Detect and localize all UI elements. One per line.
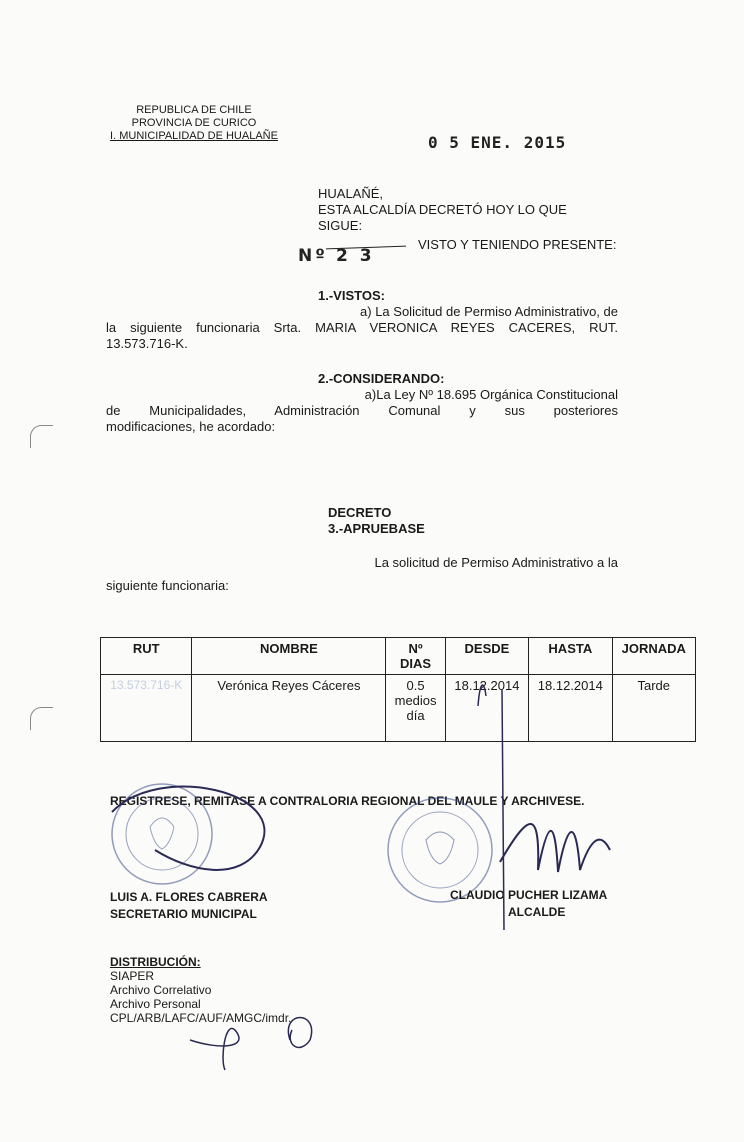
decreto-heading: DECRETO <box>328 505 392 520</box>
intro-block <box>318 186 618 234</box>
initials-scribble <box>180 1000 340 1080</box>
permit-table <box>100 637 696 742</box>
header-jornada: JORNADA <box>612 638 695 675</box>
header-hasta: HASTA <box>529 638 612 675</box>
decreto-text-1: La solicitud de Permiso Administrativo a la <box>374 555 618 570</box>
table-header-row <box>101 638 696 675</box>
letterhead-country: REPUBLICA DE CHILE <box>136 104 252 116</box>
intro-decree-line: ESTA ALCALDÍA DECRETÓ HOY LO QUE <box>318 202 567 217</box>
hole-punch-mark <box>30 707 53 730</box>
considerando-heading: 2.-CONSIDERANDO: <box>318 371 445 386</box>
distribution-item: SIAPER <box>110 969 155 983</box>
vistos-text-1: a) La Solicitud de Permiso Administrativo, de <box>360 304 618 319</box>
closing-statement: REGISTRESE, REMITASE A CONTRALORIA REGIONAL DEL MAULE Y ARCHIVESE. <box>110 794 585 808</box>
vistos-text-3: 13.573.716-K. <box>106 336 188 351</box>
distribution-item: CPL/ARB/LAFC/AUF/AMGC/imdr. <box>110 1011 292 1025</box>
letterhead <box>96 104 292 143</box>
decreto-text-2: siguiente funcionaria: <box>106 578 229 593</box>
header-nombre: NOMBRE <box>192 638 386 675</box>
decree-number-prefix: Nº <box>298 246 328 266</box>
apruebase-heading: 3.-APRUEBASE <box>328 521 425 536</box>
cell-dias: 0.5 medios día <box>386 675 445 742</box>
vistos-text-2: la siguiente funcionaria Srta. MARIA VERONICA REYES CACERES, RUT. <box>106 320 618 335</box>
intro-place: HUALAÑÉ, <box>318 186 384 201</box>
visto-line: VISTO Y TENIENDO PRESENTE: <box>418 237 617 252</box>
intro-sigue: SIGUE: <box>318 218 363 233</box>
secretary-name: LUIS A. FLORES CABRERA <box>110 890 268 904</box>
letterhead-municipality: I. MUNICIPALIDAD DE HUALAÑE <box>110 130 278 142</box>
letterhead-province: PROVINCIA DE CURICO <box>131 117 257 129</box>
cell-rut: 13.573.716-K <box>101 675 192 742</box>
distribution-item: Archivo Correlativo <box>110 983 212 997</box>
vistos-heading: 1.-VISTOS: <box>318 288 385 303</box>
header-desde: DESDE <box>445 638 528 675</box>
distribution-item: Archivo Personal <box>110 997 201 1011</box>
decree-number-value: 2 3 <box>336 246 375 266</box>
table-row <box>101 675 696 742</box>
considerando-text-1: a)La Ley Nº 18.695 Orgánica Constitucional <box>364 387 618 402</box>
mayor-title: ALCALDE <box>508 905 566 919</box>
cell-jornada: Tarde <box>612 675 695 742</box>
mayor-name: CLAUDIO PUCHER LIZAMA <box>450 888 608 902</box>
pen-stroke <box>440 660 540 940</box>
distribution-heading: DISTRIBUCIÓN: <box>110 955 201 969</box>
cell-nombre: Verónica Reyes Cáceres <box>192 675 386 742</box>
header-rut: RUT <box>101 638 192 675</box>
considerando-text-2: de Municipalidades, Administración Comunal y sus posteriores <box>106 403 618 418</box>
cell-desde: 18.12.2014 <box>445 675 528 742</box>
secretary-title: SECRETARIO MUNICIPAL <box>110 907 257 921</box>
secretary-seal-graphic <box>100 772 280 902</box>
decree-number <box>298 236 418 266</box>
header-dias: Nº DIAS <box>386 638 445 675</box>
hole-punch-mark <box>30 425 53 448</box>
cell-hasta: 18.12.2014 <box>529 675 612 742</box>
considerando-text-3: modificaciones, he acordado: <box>106 419 276 434</box>
date-stamp: 0 5 ENE. 2015 <box>428 133 567 152</box>
